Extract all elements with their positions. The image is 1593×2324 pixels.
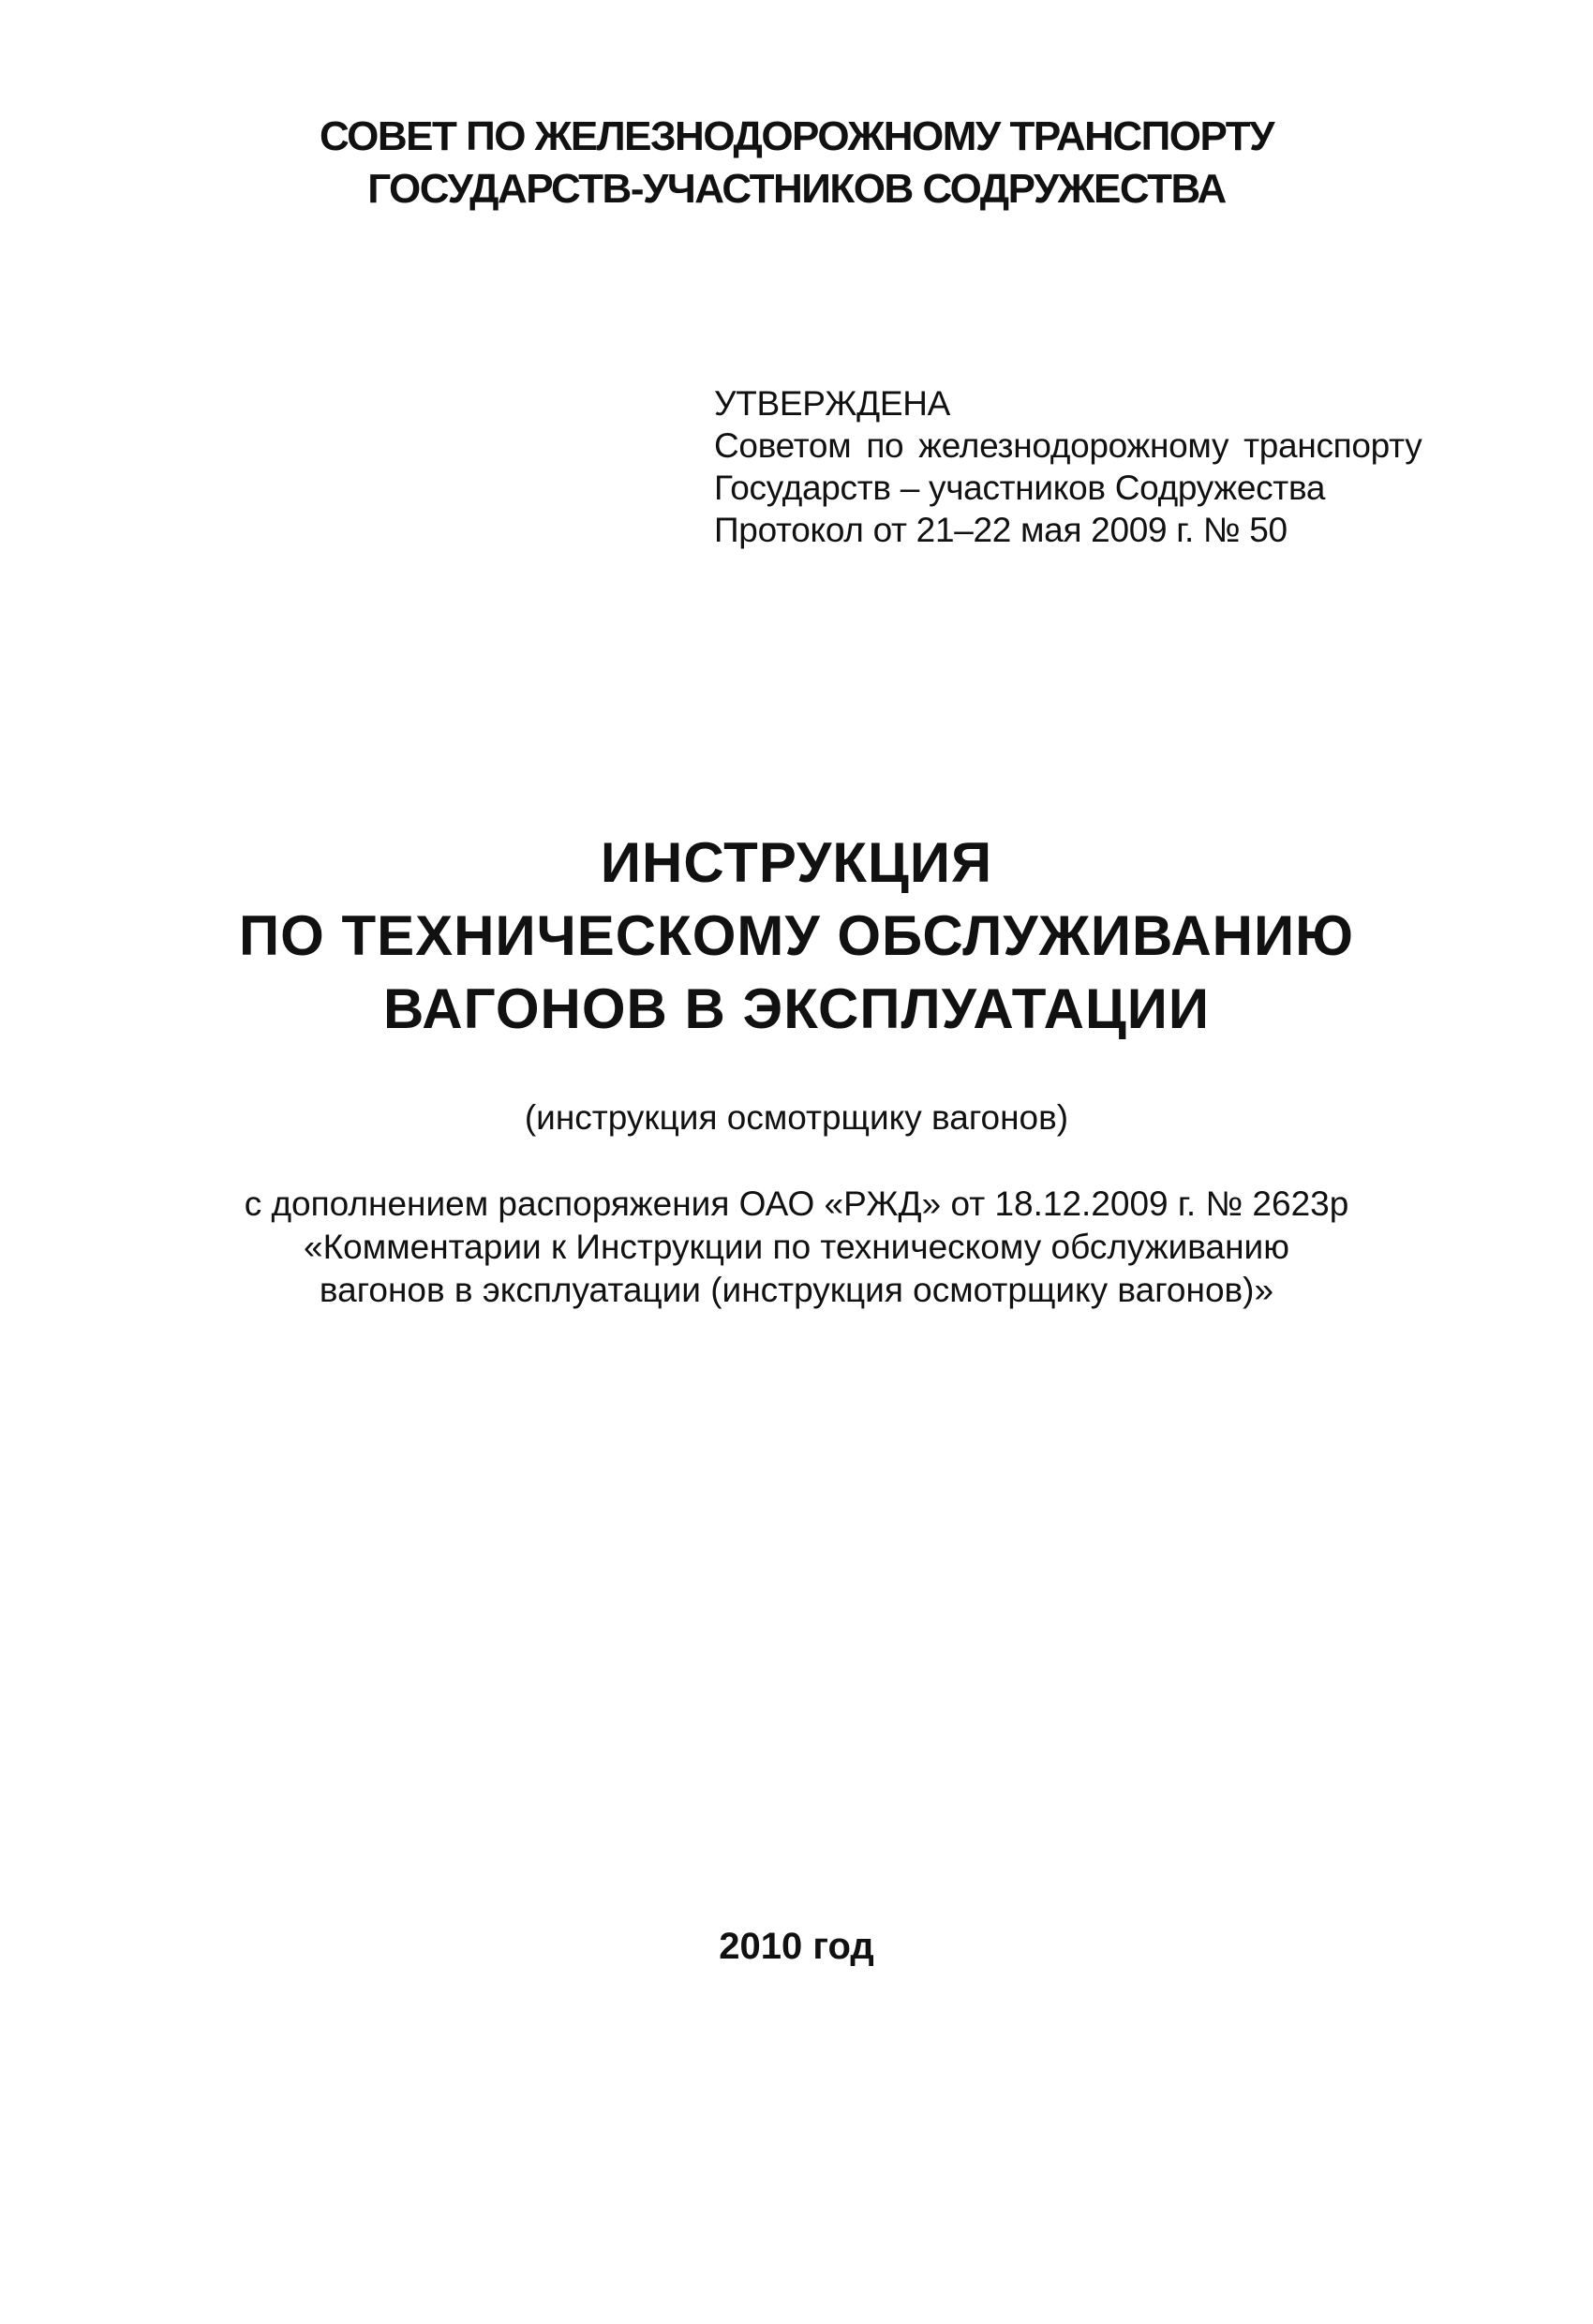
- title-line-3: ВАГОНОВ В ЭКСПЛУАТАЦИИ: [382, 977, 1211, 1040]
- supplement-note: [0, 1183, 1593, 1312]
- title-line-2: ПО ТЕХНИЧЕСКОМУ ОБСЛУЖИВАНИЮ: [238, 904, 1354, 967]
- approval-line-1: УТВЕРЖДЕНА: [714, 384, 951, 423]
- council-header: [0, 111, 1593, 216]
- supplement-line-3: вагонов в эксплуатации (инструкция осмотрщику вагонов)»: [319, 1271, 1274, 1309]
- approval-line-3: Государств – участников Содружества: [714, 469, 1326, 507]
- publication-year: 2010 год: [719, 1926, 874, 1967]
- document-subtitle: (инструкция осмотрщику вагонов): [524, 1098, 1069, 1137]
- council-line-2: ГОСУДАРСТВ-УЧАСТНИКОВ СОДРУЖЕСТВА: [367, 166, 1226, 212]
- supplement-line-1: с дополнением распоряжения ОАО «РЖД» от 18.12.2009 г. № 2623р: [244, 1184, 1349, 1223]
- approval-block: [714, 382, 1520, 551]
- title-line-1: ИНСТРУКЦИЯ: [600, 831, 993, 894]
- council-line-1: СОВЕТ ПО ЖЕЛЕЗНОДОРОЖНОМУ ТРАНСПОРТУ: [319, 113, 1274, 159]
- approval-line-2: Советом по железнодорожному транспорту: [714, 426, 1422, 465]
- document-title: [0, 827, 1593, 1046]
- supplement-line-2: «Комментарии к Инструкции по техническому обслуживанию: [304, 1228, 1289, 1266]
- approval-line-4: Протокол от 21–22 мая 2009 г. № 50: [714, 511, 1288, 549]
